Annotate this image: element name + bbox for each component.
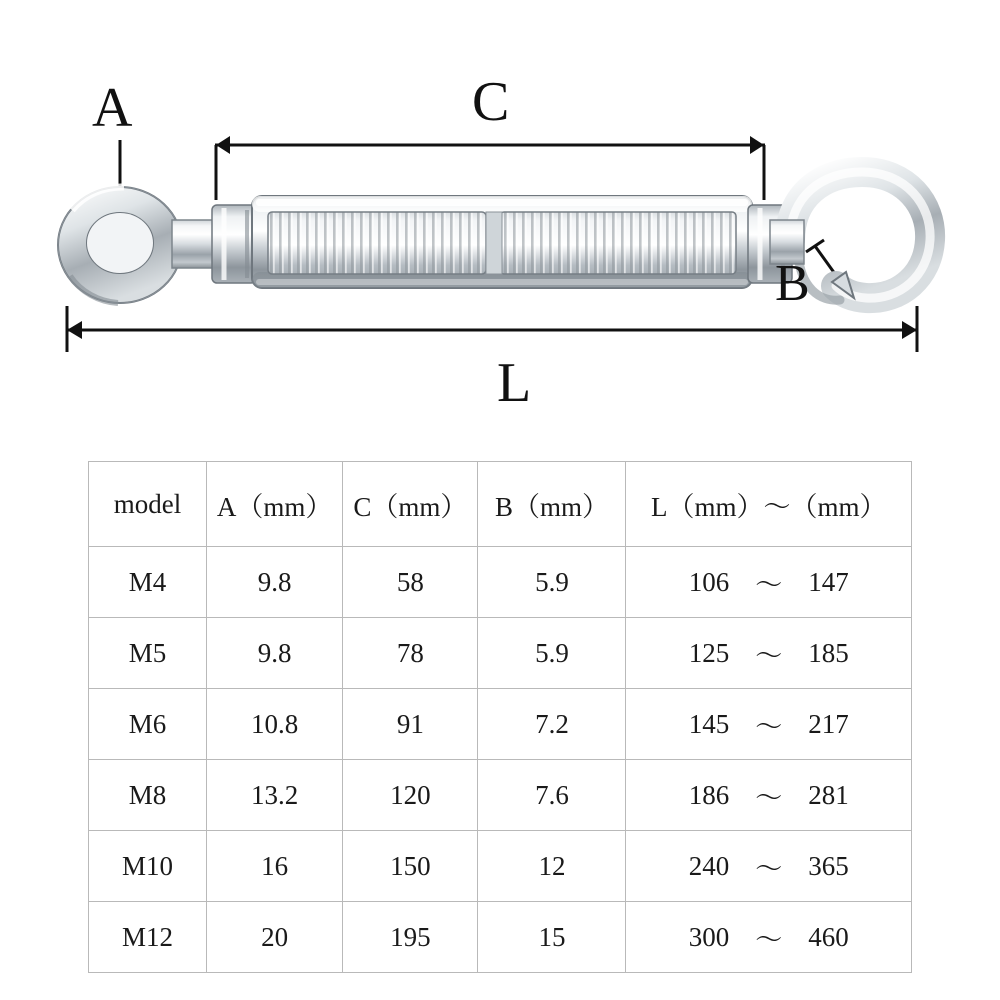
turnbuckle-body <box>252 196 752 288</box>
dimension-label-c: C <box>472 71 510 133</box>
cell-c: 150 <box>343 831 478 902</box>
cell-a: 9.8 <box>207 547 343 618</box>
cell-model: M4 <box>89 547 207 618</box>
range-separator: ～ <box>755 782 783 813</box>
cell-c: 120 <box>343 760 478 831</box>
dimension-line-c <box>215 136 765 200</box>
range-separator: ～ <box>755 569 783 600</box>
dimension-label-b: B <box>775 255 810 312</box>
header-c: C（mm） <box>343 462 478 547</box>
cell-l-max: 217 <box>808 708 849 739</box>
range-separator: ～ <box>755 924 783 955</box>
cell-b: 5.9 <box>478 547 626 618</box>
left-eye-end <box>58 187 220 303</box>
range-separator: ～ <box>755 853 783 884</box>
cell-l-min: 106 <box>688 566 730 597</box>
header-model: model <box>89 462 207 547</box>
cell-l-max: 460 <box>808 921 849 952</box>
table-row <box>89 831 912 902</box>
cell-l-min: 240 <box>688 850 730 881</box>
dimension-line-l <box>66 306 918 352</box>
table-row <box>89 618 912 689</box>
left-collar <box>212 205 256 283</box>
cell-l-range <box>626 689 912 760</box>
cell-model: M6 <box>89 689 207 760</box>
dimension-label-l: L <box>497 352 532 414</box>
cell-b: 15 <box>478 902 626 973</box>
cell-model: M12 <box>89 902 207 973</box>
cell-l-min: 300 <box>688 921 730 952</box>
cell-l-range <box>626 902 912 973</box>
cell-a: 10.8 <box>207 689 343 760</box>
cell-b: 12 <box>478 831 626 902</box>
header-l: L（mm）～（mm） <box>626 462 912 547</box>
table-row <box>89 689 912 760</box>
cell-l-range <box>626 618 912 689</box>
cell-l-max: 365 <box>808 850 849 881</box>
cell-a: 16 <box>207 831 343 902</box>
cell-l-min: 186 <box>688 779 730 810</box>
range-separator: ～ <box>755 711 783 742</box>
cell-c: 195 <box>343 902 478 973</box>
dimension-label-a: A <box>92 77 133 139</box>
cell-a: 9.8 <box>207 618 343 689</box>
cell-l-max: 185 <box>808 637 849 668</box>
cell-l-range <box>626 547 912 618</box>
cell-c: 78 <box>343 618 478 689</box>
cell-a: 13.2 <box>207 760 343 831</box>
cell-l-min: 145 <box>688 708 730 739</box>
header-a: A（mm） <box>207 462 343 547</box>
specification-table <box>88 461 912 973</box>
table-row <box>89 760 912 831</box>
cell-a: 20 <box>207 902 343 973</box>
cell-l-min: 125 <box>688 637 730 668</box>
cell-b: 7.6 <box>478 760 626 831</box>
cell-l-max: 281 <box>808 779 849 810</box>
cell-l-range <box>626 760 912 831</box>
cell-model: M5 <box>89 618 207 689</box>
cell-model: M8 <box>89 760 207 831</box>
cell-b: 5.9 <box>478 618 626 689</box>
cell-model: M10 <box>89 831 207 902</box>
table-row <box>89 547 912 618</box>
cell-l-range <box>626 831 912 902</box>
header-b: B（mm） <box>478 462 626 547</box>
cell-c: 91 <box>343 689 478 760</box>
cell-l-max: 147 <box>808 566 849 597</box>
table-header-row <box>89 462 912 547</box>
turnbuckle-diagram <box>0 0 1000 440</box>
range-separator: ～ <box>755 640 783 671</box>
cell-b: 7.2 <box>478 689 626 760</box>
cell-c: 58 <box>343 547 478 618</box>
table-row <box>89 902 912 973</box>
